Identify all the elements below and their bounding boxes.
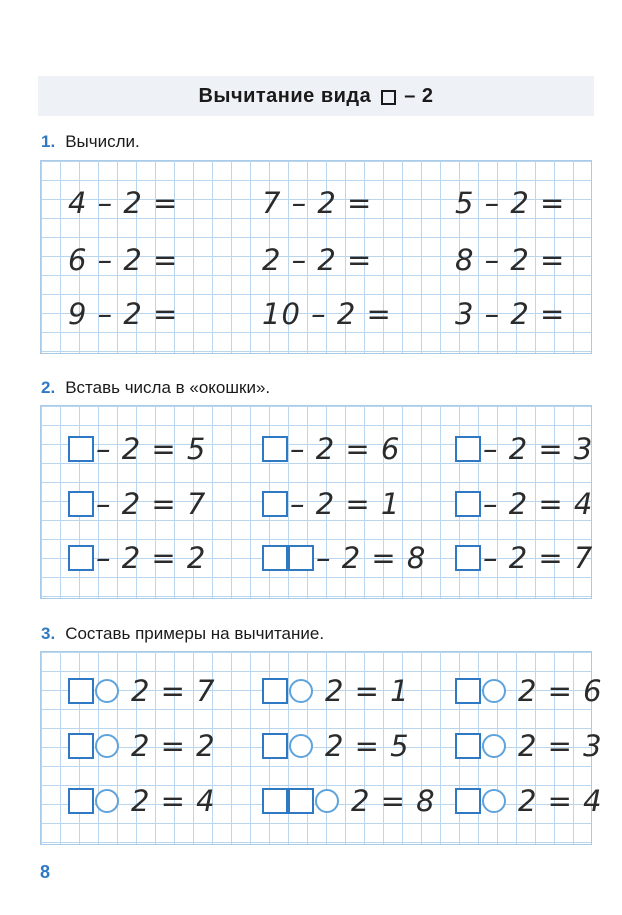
answer-box[interactable] (68, 491, 94, 517)
example-text: 3 – 2 = (455, 297, 566, 331)
answer-box[interactable] (262, 733, 288, 759)
answer-box[interactable] (455, 733, 481, 759)
example-task3-r3-c2 (262, 781, 436, 821)
operator-circle[interactable] (95, 789, 119, 813)
task-1-label: Вычисли. (65, 132, 140, 151)
answer-box[interactable] (288, 788, 314, 814)
example-task1-r2-c3 (455, 240, 565, 280)
example-text: – 2 = 5 (96, 432, 207, 466)
answer-box[interactable] (455, 545, 481, 571)
example-text: – 2 = 7 (96, 487, 207, 521)
example-text: 2 = 4 (518, 784, 603, 818)
example-text: 2 = 1 (325, 674, 410, 708)
example-task3-r1-c2 (262, 671, 410, 711)
example-text: 4 – 2 = (68, 186, 179, 220)
answer-box[interactable] (68, 733, 94, 759)
example-task2-r3-c3 (455, 538, 593, 578)
task-2-heading (41, 378, 270, 398)
answer-box[interactable] (288, 545, 314, 571)
answer-box[interactable] (455, 436, 481, 462)
answer-box[interactable] (455, 491, 481, 517)
example-text: – 2 = 6 (290, 432, 401, 466)
task-2-number: 2. (41, 378, 56, 397)
example-task1-r2-c2 (262, 240, 372, 280)
example-task1-r3-c3 (455, 294, 565, 334)
operator-circle[interactable] (482, 734, 506, 758)
example-task2-r1-c2 (262, 429, 400, 469)
task-3-heading (41, 624, 324, 644)
answer-box[interactable] (262, 436, 288, 462)
example-text: – 2 = 8 (316, 541, 427, 575)
answer-box[interactable] (455, 788, 481, 814)
example-text: 8 – 2 = (455, 243, 566, 277)
example-task3-r1-c1 (68, 671, 216, 711)
answer-box[interactable] (262, 788, 288, 814)
example-task1-r3-c1 (68, 294, 178, 334)
example-task1-r1-c3 (455, 183, 565, 223)
example-text: – 2 = 1 (290, 487, 401, 521)
operator-circle[interactable] (289, 679, 313, 703)
example-text: 9 – 2 = (68, 297, 179, 331)
example-task2-r3-c2 (262, 538, 426, 578)
answer-box[interactable] (262, 678, 288, 704)
example-text: – 2 = 4 (483, 487, 594, 521)
operator-circle[interactable] (95, 679, 119, 703)
task-2-label: Вставь числа в «окошки». (65, 378, 271, 397)
answer-box[interactable] (262, 545, 288, 571)
example-text: 2 = 2 (131, 729, 216, 763)
task-3-number: 3. (41, 624, 56, 643)
answer-box[interactable] (262, 491, 288, 517)
example-text: 2 = 8 (351, 784, 436, 818)
example-text: 2 = 5 (325, 729, 410, 763)
example-text: 5 – 2 = (455, 186, 566, 220)
example-text: – 2 = 2 (96, 541, 207, 575)
example-text: 2 = 4 (131, 784, 216, 818)
answer-box[interactable] (68, 436, 94, 462)
empty-box-icon (381, 90, 396, 105)
answer-box[interactable] (68, 678, 94, 704)
example-task3-r3-c1 (68, 781, 216, 821)
answer-box[interactable] (455, 678, 481, 704)
example-task3-r2-c1 (68, 726, 216, 766)
example-task1-r1-c1 (68, 183, 178, 223)
operator-circle[interactable] (482, 679, 506, 703)
example-text: 6 – 2 = (68, 243, 179, 277)
operator-circle[interactable] (289, 734, 313, 758)
example-task3-r2-c3 (455, 726, 603, 766)
task-1-heading (41, 132, 140, 152)
page-number: 8 (40, 862, 51, 882)
title-suffix: – 2 (404, 84, 434, 107)
example-task1-r3-c2 (262, 294, 392, 334)
task-1-number: 1. (41, 132, 56, 151)
example-text: 2 = 7 (131, 674, 216, 708)
example-text: 2 = 6 (518, 674, 603, 708)
operator-circle[interactable] (482, 789, 506, 813)
example-task3-r2-c2 (262, 726, 410, 766)
example-task1-r2-c1 (68, 240, 178, 280)
example-text: 10 – 2 = (262, 297, 392, 331)
example-text: 7 – 2 = (262, 186, 373, 220)
example-task2-r2-c1 (68, 484, 206, 524)
example-task2-r3-c1 (68, 538, 206, 578)
title-text: Вычитание вида (198, 84, 372, 107)
example-text: – 2 = 7 (483, 541, 594, 575)
example-task2-r1-c3 (455, 429, 593, 469)
operator-circle[interactable] (315, 789, 339, 813)
example-task3-r3-c3 (455, 781, 603, 821)
answer-box[interactable] (68, 788, 94, 814)
example-text: 2 = 3 (518, 729, 603, 763)
example-task2-r2-c2 (262, 484, 400, 524)
page-title (38, 76, 594, 116)
example-text: – 2 = 3 (483, 432, 594, 466)
example-text: 2 – 2 = (262, 243, 373, 277)
task-3-label: Составь примеры на вычитание. (65, 624, 325, 643)
operator-circle[interactable] (95, 734, 119, 758)
example-task1-r1-c2 (262, 183, 372, 223)
example-task3-r1-c3 (455, 671, 603, 711)
example-task2-r1-c1 (68, 429, 206, 469)
example-task2-r2-c3 (455, 484, 593, 524)
answer-box[interactable] (68, 545, 94, 571)
